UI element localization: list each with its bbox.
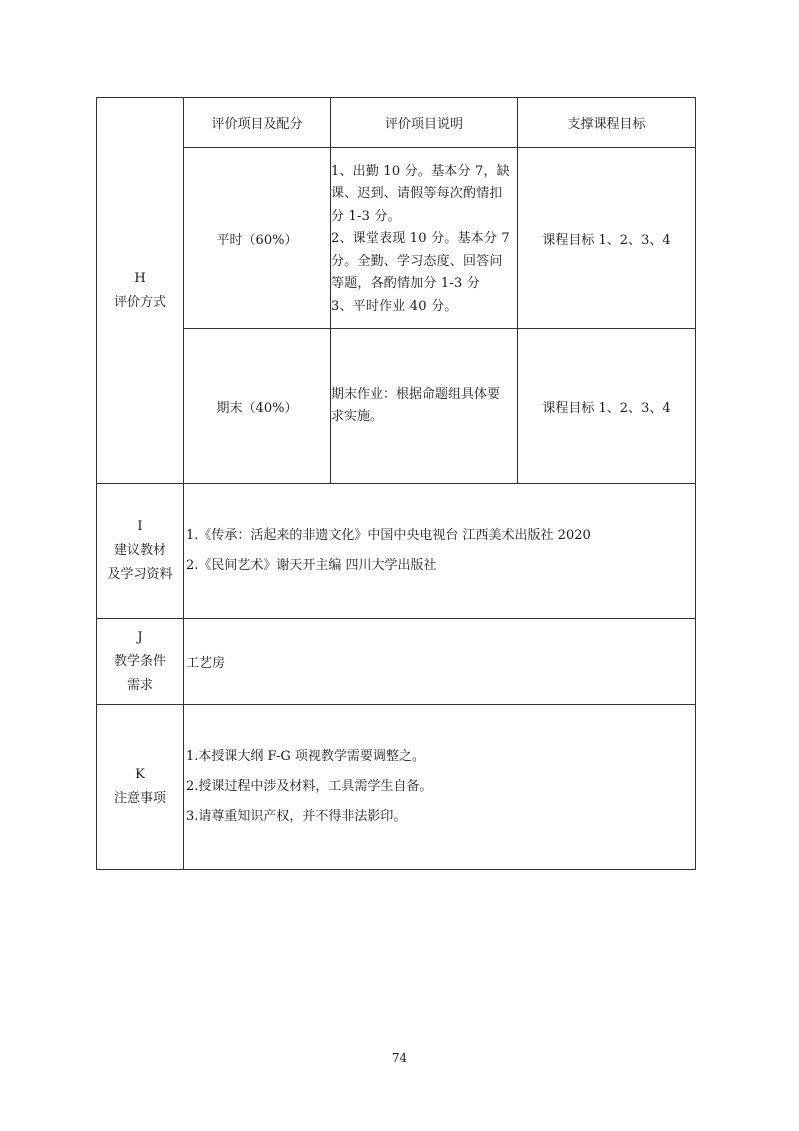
section-i-title-line1: 建议教材 — [113, 543, 166, 558]
section-k-label — [97, 705, 184, 870]
section-j-title-line2: 需求 — [126, 677, 153, 693]
section-i-label — [97, 484, 184, 619]
conditions-value: 工艺房 — [184, 619, 696, 705]
header-goals: 支撑课程目标 — [518, 98, 696, 148]
description-line: 分。全勤、学习态度、回答问 — [331, 253, 503, 269]
list-item: 2.授课过程中涉及材料，工具需学生自备。 — [186, 779, 433, 794]
description-line: 期末作业：根据命题组具体要 — [331, 386, 501, 402]
description-line: 1、出勤 10 分。基本分 7，缺 — [331, 163, 510, 179]
evaluation-goals-final: 课程目标 1、2、3、4 — [518, 329, 696, 484]
evaluation-item-final: 期末（40%） — [184, 329, 331, 484]
list-item: 3.请尊重知识产权，并不得非法影印。 — [186, 809, 407, 824]
description-line: 3、平时作业 40 分。 — [331, 298, 458, 314]
section-j-letter: J — [137, 629, 143, 645]
section-j-title-line1: 教学条件 — [113, 653, 166, 669]
table-header-row — [97, 98, 696, 148]
list-item: 1.《传承：活起来的非遗文化》中国中央电视台 江西美术出版社 2020 — [186, 528, 591, 543]
description-line: 求实施。 — [331, 409, 384, 424]
notes-list — [184, 705, 696, 870]
evaluation-goals-regular: 课程目标 1、2、3、4 — [518, 148, 696, 329]
page-number: 74 — [391, 1051, 408, 1065]
section-i-title-line2: 及学习资料 — [107, 567, 173, 582]
section-k-letter: K — [135, 767, 145, 782]
evaluation-row-regular — [97, 148, 696, 329]
syllabus-table — [96, 97, 696, 870]
description-line: 2、课堂表现 10 分。基本分 7 — [331, 231, 510, 247]
section-j-row — [97, 619, 696, 705]
description-line: 等题，各酌情加分 1-3 分 — [331, 276, 480, 292]
section-k-row — [97, 705, 696, 870]
evaluation-description-regular — [331, 148, 518, 329]
evaluation-item-regular: 平时（60%） — [184, 148, 331, 329]
description-line: 分 1-3 分。 — [331, 208, 401, 224]
section-h-title: 评价方式 — [113, 294, 166, 310]
section-j-label — [97, 619, 184, 705]
section-i-row — [97, 484, 696, 619]
header-description: 评价项目说明 — [331, 98, 518, 148]
list-item: 2.《民间艺术》谢天开主编 四川大学出版社 — [186, 558, 437, 573]
description-line: 课、迟到、请假等每次酌情扣 — [331, 186, 503, 202]
evaluation-row-final — [97, 329, 696, 484]
header-item: 评价项目及配分 — [184, 98, 331, 148]
section-i-letter: I — [137, 519, 143, 534]
section-h-label — [97, 98, 184, 484]
evaluation-description-final — [331, 329, 518, 484]
section-h-letter: H — [134, 270, 146, 286]
list-item: 1.本授课大纲 F-G 项视教学需要调整之。 — [186, 749, 425, 764]
section-k-title: 注意事项 — [113, 791, 166, 806]
materials-list — [184, 484, 696, 619]
